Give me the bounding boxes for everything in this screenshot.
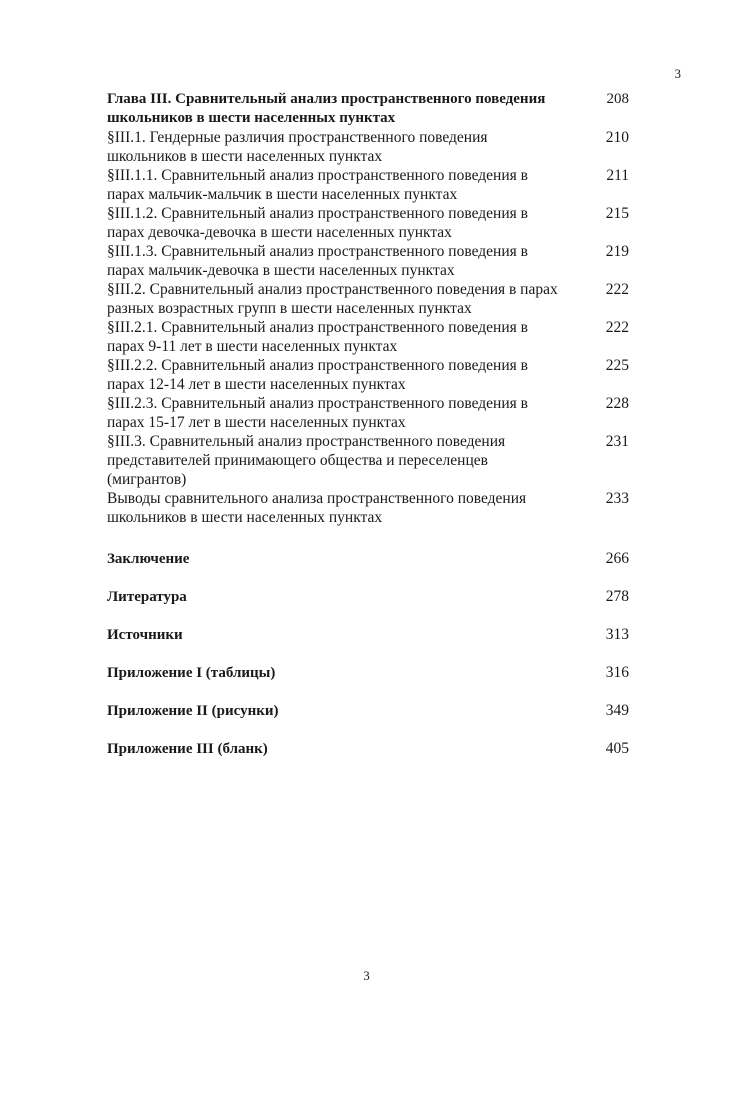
toc-entry xyxy=(107,242,629,280)
toc-entry-title: §III.2.1. Сравнительный анализ пространственного поведения в парах 9-11 лет в шести населенных пунктах xyxy=(107,319,528,355)
toc-main-section-title: Приложение I (таблицы) xyxy=(107,665,276,681)
toc-entry-title: §III.2.2. Сравнительный анализ пространственного поведения в парах 12-14 лет в шести населенных пунктах xyxy=(107,357,528,393)
toc-entry-title: §III.2. Сравнительный анализ пространственного поведения в парах разных возрастных групп в шести населенных пунктах xyxy=(107,281,558,317)
toc-entry-title: §III.1.3. Сравнительный анализ пространственного поведения в парах мальчик-девочка в шести населенных пунктах xyxy=(107,243,528,279)
toc-main-section-page: 349 xyxy=(605,702,629,719)
toc-main-section-page: 313 xyxy=(605,626,629,643)
toc-entry-page: 211 xyxy=(606,167,629,184)
toc-main-section-title: Заключение xyxy=(107,551,190,567)
toc-entry xyxy=(107,356,629,394)
toc-main-section xyxy=(107,549,629,569)
toc-entry-page: 231 xyxy=(605,433,629,450)
toc-main-section-title: Приложение II (рисунки) xyxy=(107,703,279,719)
page-number-bottom: 3 xyxy=(363,968,370,983)
toc-entry-title: §III.2.3. Сравнительный анализ пространственного поведения в парах 15-17 лет в шести населенных пунктах xyxy=(107,395,528,431)
toc-entry-title: Выводы сравнительного анализа пространственного поведения школьников в шести населенных пунктах xyxy=(107,490,527,526)
toc-entry-page: 222 xyxy=(605,319,629,336)
toc-entry-page: 222 xyxy=(605,281,629,298)
toc-entry-page: 219 xyxy=(605,243,629,260)
toc-main-section-page: 278 xyxy=(605,588,629,605)
toc-entry-title: §III.1.1. Сравнительный анализ пространственного поведения в парах мальчик-мальчик в шести населенных пунктах xyxy=(107,167,528,203)
toc-entry-title: §III.1.2. Сравнительный анализ пространственного поведения в парах девочка-девочка в шести населенных пунктах xyxy=(107,205,528,241)
toc-entry xyxy=(107,280,629,318)
toc-entry xyxy=(107,394,629,432)
toc-entry-page: 225 xyxy=(605,357,629,374)
toc-main-section-title: Источники xyxy=(107,627,183,643)
toc-entry-title: Глава III. Сравнительный анализ пространственного поведения школьников в шести населенных пунктах xyxy=(107,91,546,126)
toc-main-section-title: Литература xyxy=(107,589,187,605)
toc-entry xyxy=(107,318,629,356)
toc-entry-title: §III.1. Гендерные различия пространственного поведения школьников в шести населенных пунктах xyxy=(107,129,488,165)
toc-entry-page: 233 xyxy=(605,490,629,507)
toc-entry-page: 228 xyxy=(605,395,629,412)
toc-main-section xyxy=(107,663,629,683)
toc-entry xyxy=(107,432,629,489)
toc-main-section xyxy=(107,587,629,607)
toc-main-section xyxy=(107,739,629,759)
table-of-contents xyxy=(107,90,629,777)
toc-entry-page: 215 xyxy=(605,205,629,222)
toc-main-section-page: 316 xyxy=(605,664,629,681)
toc-entry xyxy=(107,489,629,527)
toc-main-section-page: 405 xyxy=(605,740,629,757)
toc-entry-title: §III.3. Сравнительный анализ пространственного поведения представителей принимающего общества и переселенцев (мигрантов) xyxy=(107,433,506,488)
page-number-top: 3 xyxy=(674,66,681,81)
toc-entry xyxy=(107,204,629,242)
toc-main-section-page: 266 xyxy=(605,550,629,567)
toc-entry-page: 210 xyxy=(605,129,629,146)
toc-main-section xyxy=(107,625,629,645)
toc-main-section-title: Приложение III (бланк) xyxy=(107,741,268,757)
toc-entry xyxy=(107,128,629,166)
toc-entry xyxy=(107,90,629,128)
toc-entry xyxy=(107,166,629,204)
toc-entry-page: 208 xyxy=(606,91,629,107)
toc-main-section xyxy=(107,701,629,721)
